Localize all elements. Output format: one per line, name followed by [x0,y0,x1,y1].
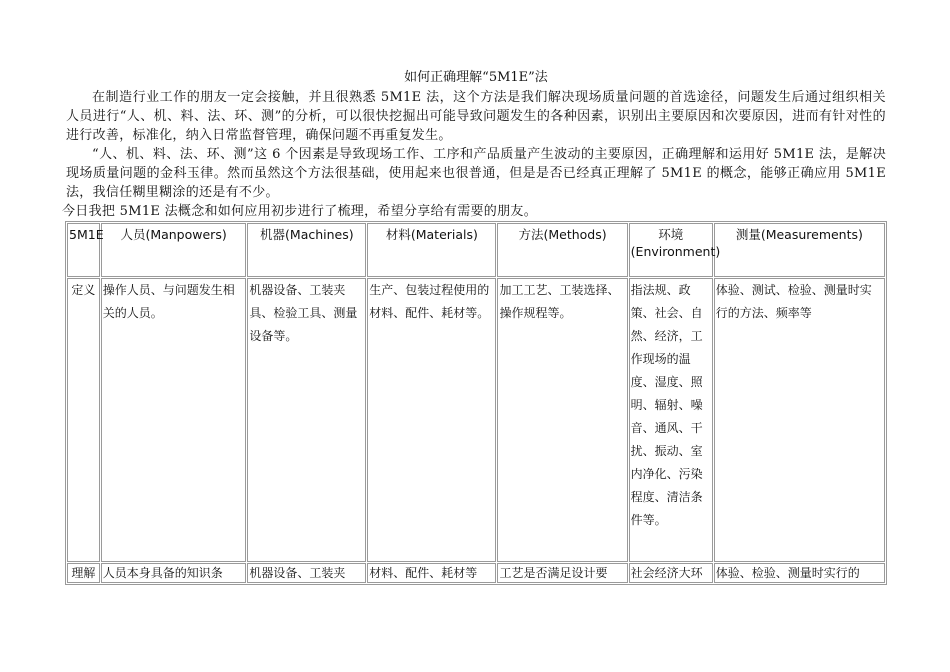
cell-definition-methods: 加工工艺、工装选择、操作规程等。 [497,278,627,562]
header-5m1e: 5M1E [67,223,100,277]
document-title: 如何正确理解“5M1E”法 [404,70,548,85]
5m1e-table [65,221,887,585]
paragraph-summary: 今日我把 5M1E 法概念和如何应用初步进行了梳理，希望分享给有需要的朋友。 [62,204,538,219]
table-row [67,563,885,583]
table-header-row [67,223,885,277]
header-methods: 方法(Methods) [497,223,627,277]
row-label-understanding: 理解 [67,563,100,583]
header-manpowers: 人员(Manpowers) [101,223,247,277]
paragraph-six-factors: “人、机、料、法、环、测”这 6 个因素是导致现场工作、工序和产品质量产生波动的主要原因，正确理解和运用好 5M1E 法，是解决现场质量问题的金科玉律。然而虽然这个方法很基础，使用起来也很普通，但是是否已经真正理解了 5M1E 的概念，能够正确应用 5M1E 法，我信任糊里糊涂的还是有不少。 [66,147,886,200]
cell-understanding-manpowers: 人员本身具备的知识条 [101,563,247,583]
cell-definition-environment: 指法规、政策、社会、自然、经济，工作现场的温度、湿度、照明、辐射、噪音、通风、干扰、振动、室内净化、污染程度、清洁条件等。 [629,278,713,562]
header-measurements: 测量(Measurements) [714,223,885,277]
cell-understanding-materials: 材料、配件、耗材等 [367,563,496,583]
paragraph-intro: 在制造行业工作的朋友一定会接触，并且很熟悉 5M1E 法，这个方法是我们解决现场质量问题的首选途径，问题发生后通过组织相关人员进行“人、机、料、法、环、测”的分析，可以很快挖掘出可能导致问题发生的各种因素，识别出主要原因和次要原因，进而有针对性的进行改善，标准化，纳入日常监督管理，确保问题不再重复发生。 [66,90,886,143]
cell-understanding-methods: 工艺是否满足设计要 [497,563,627,583]
cell-understanding-measurements: 体验、检验、测量时实行的 [714,563,885,583]
table-row [67,278,885,562]
cell-definition-materials: 生产、包装过程使用的材料、配件、耗材等。 [367,278,496,562]
header-machines: 机器(Machines) [247,223,366,277]
cell-definition-manpowers: 操作人员、与问题发生相关的人员。 [101,278,247,562]
header-materials: 材料(Materials) [367,223,496,277]
cell-definition-machines: 机器设备、工装夹具、检验工具、测量设备等。 [247,278,366,562]
document-page [62,68,886,585]
cell-understanding-machines: 机器设备、工装夹 [247,563,366,583]
cell-understanding-environment: 社会经济大环 [629,563,713,583]
cell-definition-measurements: 体验、测试、检验、测量时实行的方法、频率等 [714,278,885,562]
header-environment: 环境(Environment) [629,223,713,277]
row-label-definition: 定义 [67,278,100,562]
